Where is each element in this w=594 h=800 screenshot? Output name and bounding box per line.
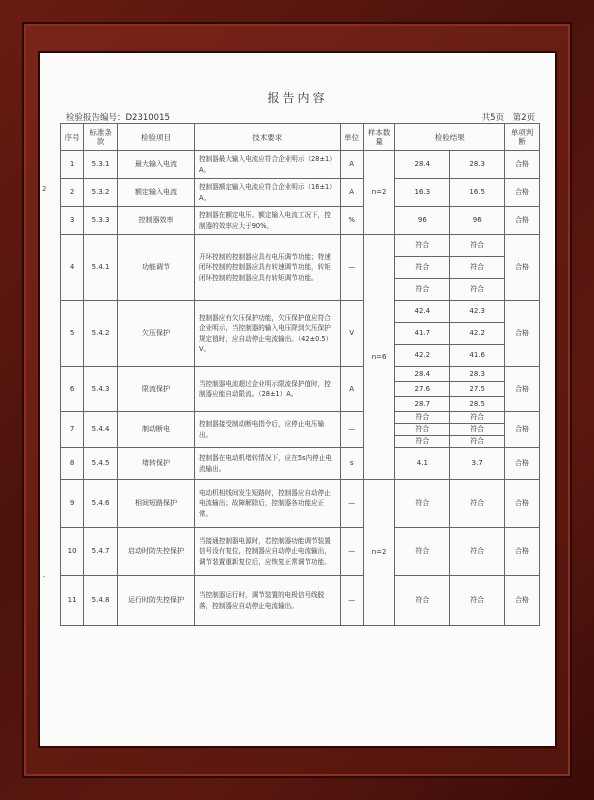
result-cell: 符合 <box>450 576 505 626</box>
clause-cell: 5.4.2 <box>84 301 118 367</box>
verdict-cell: 合格 <box>505 235 540 301</box>
result-cell: 42.4 <box>395 301 450 323</box>
clause-cell: 5.4.7 <box>84 528 118 576</box>
requirement-cell: 当控制器电流超过企业明示限流保护值时，控制器应能自动限流。（28±1）A。 <box>194 367 340 412</box>
item-cell: 限流保护 <box>117 367 194 412</box>
result-cell: 符合 <box>450 480 505 528</box>
unit-cell: s <box>340 448 363 480</box>
sample-count-cell: n=6 <box>363 235 395 480</box>
header-cell: 序号 <box>61 124 84 151</box>
item-cell: 额定输入电流 <box>117 179 194 207</box>
unit-cell: — <box>340 576 363 626</box>
report-page <box>40 53 555 746</box>
clause-cell: 5.3.2 <box>84 179 118 207</box>
row-number-cell: 11 <box>61 576 84 626</box>
unit-cell: V <box>340 301 363 367</box>
result-cell: 符合 <box>395 412 450 424</box>
table-row <box>61 151 540 179</box>
unit-cell: — <box>340 412 363 448</box>
verdict-cell: 合格 <box>505 576 540 626</box>
result-cell: 28.4 <box>395 151 450 179</box>
header-cell: 单项判断 <box>505 124 540 151</box>
result-cell: 符合 <box>450 279 505 301</box>
header-cell: 样本数量 <box>363 124 395 151</box>
report-number: 检验报告编号：D2310015 <box>66 113 170 123</box>
row-number-cell: 1 <box>61 151 84 179</box>
requirement-cell: 控制器接受制动断电指令后，应停止电压输出。 <box>194 412 340 448</box>
result-cell: 符合 <box>395 279 450 301</box>
verdict-cell: 合格 <box>505 367 540 412</box>
requirement-cell: 当控制器运行时，调节装置的电极信号线脱落，控制器应自动停止电流输出。 <box>194 576 340 626</box>
unit-cell: — <box>340 235 363 301</box>
clause-cell: 5.3.3 <box>84 207 118 235</box>
table-row <box>61 207 540 235</box>
row-number-cell: 2 <box>61 179 84 207</box>
header-cell: 检验项目 <box>117 124 194 151</box>
item-cell: 相间短路保护 <box>117 480 194 528</box>
clause-cell: 5.4.8 <box>84 576 118 626</box>
margin-mark: - <box>43 573 46 581</box>
header-cell: 标准条款 <box>84 124 118 151</box>
verdict-cell: 合格 <box>505 448 540 480</box>
result-cell: 符合 <box>450 424 505 436</box>
verdict-cell: 合格 <box>505 480 540 528</box>
table-row <box>61 576 540 626</box>
inspection-table <box>60 123 540 626</box>
result-cell: 4.1 <box>395 448 450 480</box>
result-cell: 符合 <box>395 235 450 257</box>
requirement-cell: 当接通控制器电源时，若控制器功能调节装置信号没有复位，控制器应自动停止电流输出，调节装置重新复位后，应恢复正常调节功能。 <box>194 528 340 576</box>
result-cell: 96 <box>450 207 505 235</box>
item-cell: 最大输入电流 <box>117 151 194 179</box>
document-sheet <box>40 53 555 746</box>
table-row <box>61 367 540 382</box>
result-cell: 符合 <box>450 528 505 576</box>
sample-count-cell: n=2 <box>363 151 395 235</box>
page-info: 共5页 第2页 <box>481 113 535 123</box>
verdict-cell: 合格 <box>505 151 540 179</box>
requirement-cell: 控制器最大输入电流应符合企业明示（28±1）A。 <box>194 151 340 179</box>
row-number-cell: 9 <box>61 480 84 528</box>
unit-cell: % <box>340 207 363 235</box>
result-cell: 27.5 <box>450 382 505 397</box>
clause-cell: 5.4.6 <box>84 480 118 528</box>
result-cell: 符合 <box>395 480 450 528</box>
result-cell: 41.6 <box>450 345 505 367</box>
requirement-cell: 开环控制的控制器应具有电压调节功能；特速闭环控制的控制器应具有转速调节功能，转矩闭环控制的控制器应具有转矩调节功能。 <box>194 235 340 301</box>
result-cell: 符合 <box>450 436 505 448</box>
margin-mark: 2 <box>42 185 47 193</box>
table-header-row <box>61 124 540 151</box>
result-cell: 28.3 <box>450 367 505 382</box>
clause-cell: 5.4.5 <box>84 448 118 480</box>
requirement-cell: 控制器在电动机堵转情况下，应在5s内停止电流输出。 <box>194 448 340 480</box>
result-cell: 28.3 <box>450 151 505 179</box>
result-cell: 符合 <box>395 424 450 436</box>
clause-cell: 5.4.1 <box>84 235 118 301</box>
verdict-cell: 合格 <box>505 528 540 576</box>
result-cell: 符合 <box>395 576 450 626</box>
result-cell: 42.2 <box>395 345 450 367</box>
row-number-cell: 7 <box>61 412 84 448</box>
row-number-cell: 3 <box>61 207 84 235</box>
row-number-cell: 8 <box>61 448 84 480</box>
requirement-cell: 控制器额定输入电流应符合企业明示（16±1）A。 <box>194 179 340 207</box>
result-cell: 28.4 <box>395 367 450 382</box>
item-cell: 堵转保护 <box>117 448 194 480</box>
item-cell: 运行时防失控保护 <box>117 576 194 626</box>
result-cell: 符合 <box>450 235 505 257</box>
result-cell: 符合 <box>395 257 450 279</box>
table-row <box>61 480 540 528</box>
table-row <box>61 301 540 323</box>
table-row <box>61 412 540 424</box>
table-row <box>61 528 540 576</box>
result-cell: 符合 <box>450 412 505 424</box>
verdict-cell: 合格 <box>505 301 540 367</box>
item-cell: 欠压保护 <box>117 301 194 367</box>
result-cell: 28.7 <box>395 397 450 412</box>
item-cell: 控制器效率 <box>117 207 194 235</box>
verdict-cell: 合格 <box>505 179 540 207</box>
table-row <box>61 235 540 257</box>
result-cell: 16.3 <box>395 179 450 207</box>
unit-cell: A <box>340 179 363 207</box>
result-cell: 27.6 <box>395 382 450 397</box>
row-number-cell: 5 <box>61 301 84 367</box>
verdict-cell: 合格 <box>505 207 540 235</box>
unit-cell: — <box>340 528 363 576</box>
header-cell: 检验结果 <box>395 124 505 151</box>
item-cell: 启动时防失控保护 <box>117 528 194 576</box>
result-cell: 16.5 <box>450 179 505 207</box>
header-cell: 单位 <box>340 124 363 151</box>
table-row <box>61 448 540 480</box>
clause-cell: 5.4.4 <box>84 412 118 448</box>
item-cell: 功能调节 <box>117 235 194 301</box>
unit-cell: A <box>340 367 363 412</box>
result-cell: 符合 <box>450 257 505 279</box>
header-cell: 技术要求 <box>194 124 340 151</box>
row-number-cell: 6 <box>61 367 84 412</box>
result-cell: 96 <box>395 207 450 235</box>
result-cell: 42.3 <box>450 301 505 323</box>
requirement-cell: 控制器应有欠压保护功能，欠压保护值应符合企业明示，当控制器的输入电压降到欠压保护规定值时，应自动停止电流输出。（42±0.5）V。 <box>194 301 340 367</box>
result-cell: 3.7 <box>450 448 505 480</box>
sample-count-cell: n=2 <box>363 480 395 626</box>
unit-cell: A <box>340 151 363 179</box>
result-cell: 42.2 <box>450 323 505 345</box>
result-cell: 符合 <box>395 528 450 576</box>
result-cell: 符合 <box>395 436 450 448</box>
report-title: 报告内容 <box>267 91 328 105</box>
item-cell: 制动断电 <box>117 412 194 448</box>
clause-cell: 5.3.1 <box>84 151 118 179</box>
table-row <box>61 179 540 207</box>
unit-cell: — <box>340 480 363 528</box>
row-number-cell: 4 <box>61 235 84 301</box>
requirement-cell: 控制器在额定电压、额定输入电流工况下，控制器的效率应大于90%。 <box>194 207 340 235</box>
result-cell: 28.5 <box>450 397 505 412</box>
clause-cell: 5.4.3 <box>84 367 118 412</box>
row-number-cell: 10 <box>61 528 84 576</box>
verdict-cell: 合格 <box>505 412 540 448</box>
requirement-cell: 电动机相线间发生短路时，控制器应自动停止电流输出；故障解除后，控制器各功能应正常。 <box>194 480 340 528</box>
result-cell: 41.7 <box>395 323 450 345</box>
